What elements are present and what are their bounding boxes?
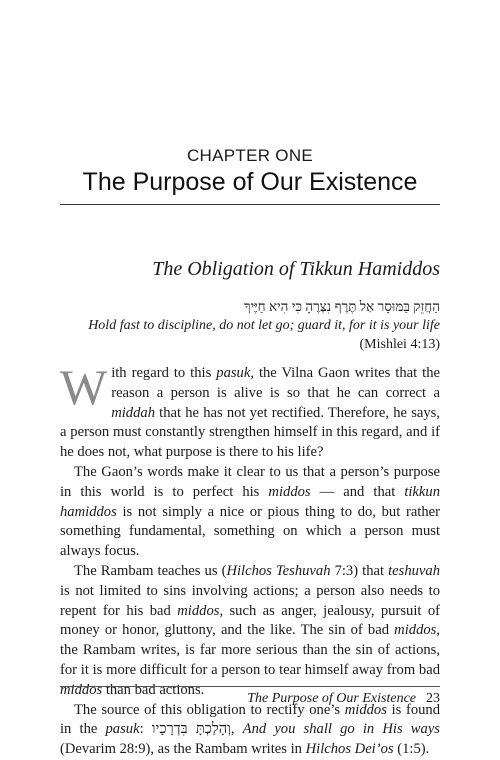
text-run: ith regard to this: [111, 365, 217, 381]
text-run: :: [139, 721, 152, 738]
text-run-italic: And you shall go in His ways: [242, 721, 440, 738]
epigraph-translation: Hold fast to discipline, do not let go; guard it, for it is your life: [88, 318, 440, 333]
text-run-italic: pasuk,: [216, 365, 254, 381]
chapter-label: CHAPTER ONE: [186, 146, 314, 165]
text-run: is found in the: [60, 701, 441, 738]
text-run-italic: teshuvah: [388, 562, 441, 579]
text-run-italic: tikkun hamiddos: [60, 483, 440, 520]
text-run: 7:3) that: [330, 562, 389, 579]
text-run-italic: middos: [60, 681, 103, 698]
text-run-italic: middos: [177, 602, 220, 619]
text-run: — and that: [310, 483, 405, 500]
page-number: 23: [426, 691, 440, 706]
text-run-italic: middos: [394, 622, 437, 639]
text-run-italic: middos: [344, 701, 387, 718]
epigraph-hebrew: הַחֲזֵק בַּמּוּסָר אַל תֶּרֶף נִצְּרֶהָ כִּי הִיא חַיֶּיךָ: [243, 299, 440, 314]
text-run-italic: Hilchos Dei’os: [305, 741, 394, 758]
title-divider: [60, 204, 440, 205]
epigraph: [60, 297, 440, 354]
text-run: is not simply a nice or pious thing to do, but rather something fundamental, something on which a person must always focus.: [60, 503, 440, 560]
text-run: is not limited to sins involving actions; a person also needs to repent for his bad: [60, 582, 440, 619]
text-run-italic: pasuk: [105, 721, 140, 738]
text-run: ,: [230, 721, 243, 738]
text-run: The Rambam teaches us (: [74, 562, 227, 579]
text-run-italic: middos: [268, 483, 311, 500]
text-run: that he has not yet rectified. Therefore, he says, a person must constantly strengthen himself in this regard, and if he does not, what purpose is there to his life?: [60, 404, 440, 461]
paragraph-4: [60, 701, 440, 760]
text-run-italic: middah: [111, 404, 155, 421]
paragraph-2: [60, 463, 440, 562]
text-run: (Devarim 28:9), as the Rambam writes in: [60, 741, 306, 758]
running-head: The Purpose of Our Existence: [247, 691, 416, 706]
text-run: (1:5).: [393, 741, 430, 758]
text-run-italic: Hilchos Teshuvah: [226, 562, 331, 579]
drop-cap: W: [60, 359, 108, 415]
text-run: The Gaon’s words make it clear to us that a person’s purpose in this world is to perfect his: [60, 463, 440, 500]
footer-divider: [60, 686, 440, 687]
section-heading: The Obligation of Tikkun Hamiddos: [152, 258, 440, 280]
paragraph-3: [60, 562, 440, 701]
text-run: , such as anger, jealousy, pursuit of money or honor, gluttony, and the like. The sin of bad: [60, 602, 440, 639]
text-run: The source of this obligation to rectify one’s: [74, 701, 345, 718]
text-run: , the Rambam writes, is far more serious than the sin of actions, for it is more difficult for a person to tear himself away from bad: [60, 622, 440, 678]
text-run: the Vilna Gaon writes that the reason a person is alive is so that he can correct a: [111, 365, 440, 401]
paragraph-1: [60, 359, 440, 463]
chapter-title: The Purpose of Our Existence: [82, 168, 418, 196]
text-run-hebrew: וְהָלַכְתָּ בִּדְרָכָיו: [151, 721, 231, 738]
epigraph-source: (Mishlei 4:13): [359, 337, 440, 352]
text-run: than bad actions.: [102, 681, 205, 698]
